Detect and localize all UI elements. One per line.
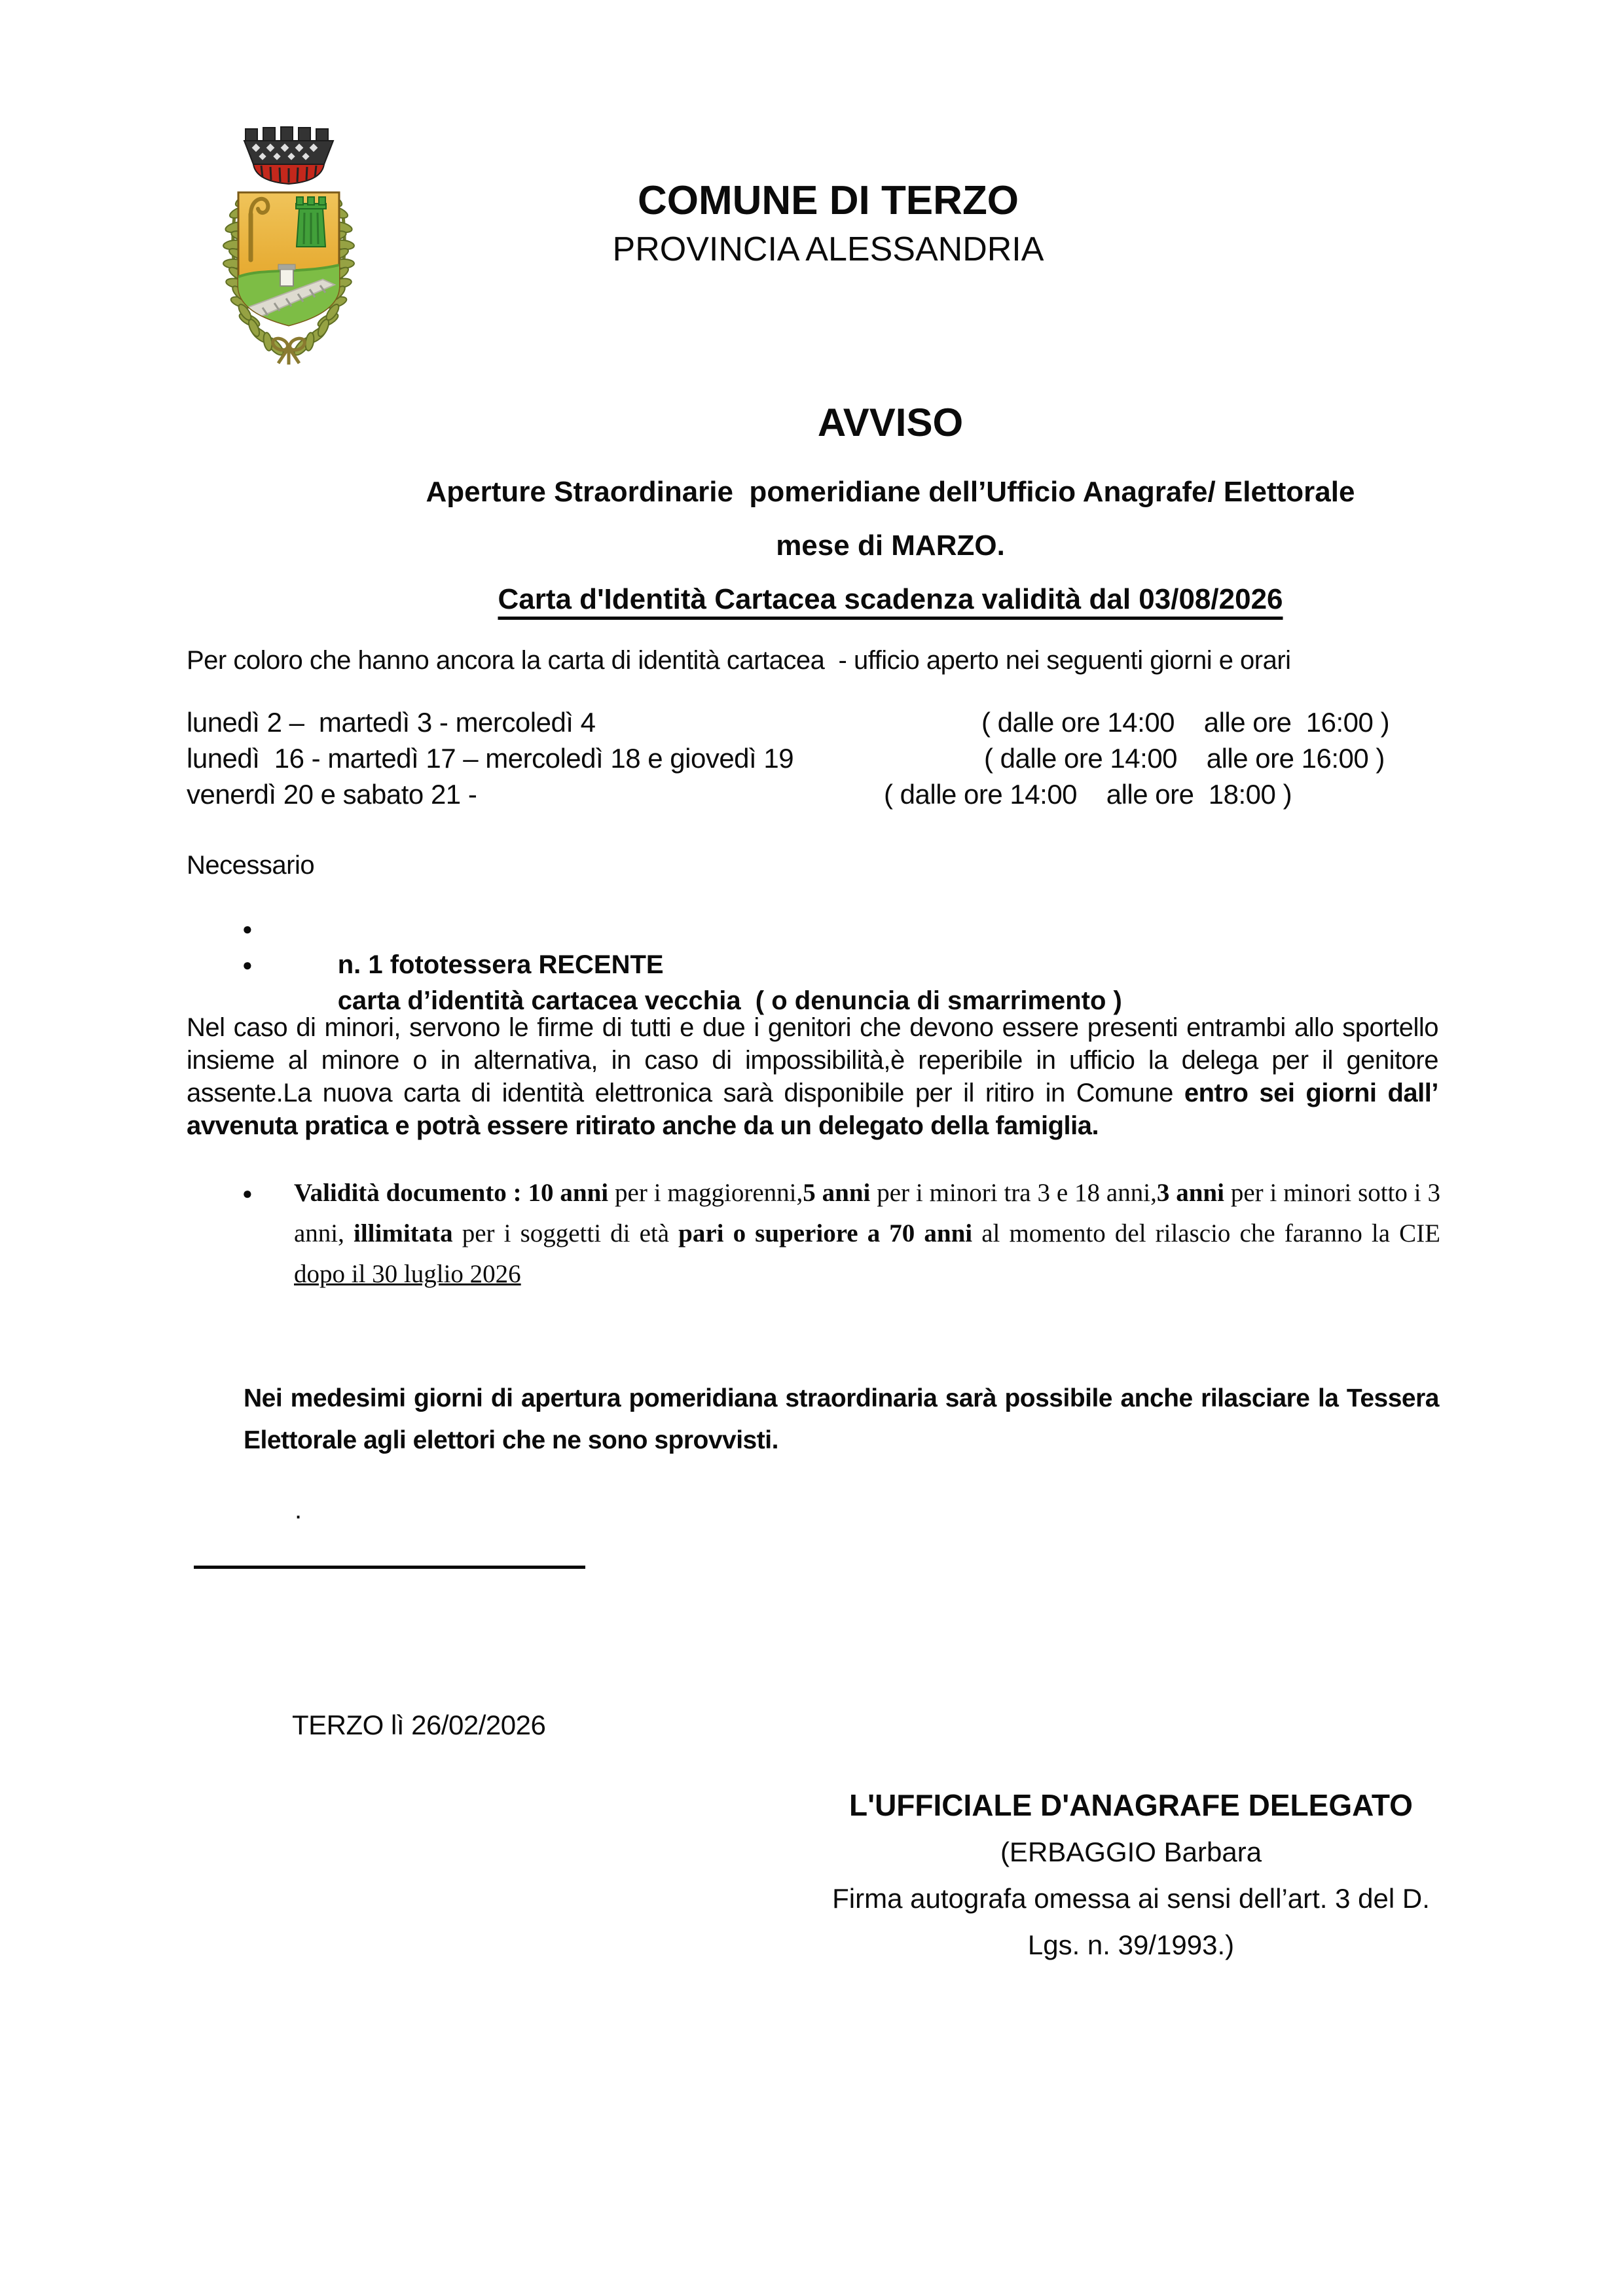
intro-paragraph: Per coloro che hanno ancora la carta di identità cartacea - ufficio aperto nei seguenti giorni e orari (187, 646, 1291, 675)
notice-subtitle-openings: Aperture Straordinarie pomeridiane dell’Ufficio Anagrafe/ Elettorale (426, 476, 1355, 508)
document-header (419, 178, 1237, 270)
schedule-row (187, 776, 1529, 812)
municipality-title: COMUNE DI TERZO (637, 178, 1019, 223)
electoral-card-paragraph: Nei medesimi giorni di apertura pomeridiana straordinaria sarà possibile anche rilasciare la Tessera Elettorale agli elettori che ne sono sprovvisti. (244, 1384, 1439, 1454)
bullet-icon: ● (242, 1183, 253, 1203)
sign-off-block (658, 1782, 1604, 1968)
schedule-days: venerdì 20 e sabato 21 - (187, 779, 477, 810)
notice-subtitle-month: mese di MARZO. (776, 529, 1005, 562)
province-subtitle: PROVINCIA ALESSANDRIA (612, 230, 1044, 268)
signature-line (194, 1566, 585, 1569)
signature-note-line2: Lgs. n. 39/1993.) (1027, 1929, 1235, 1960)
required-label: Necessario (187, 851, 315, 880)
validity-text: Validità documento : 10 anni per i maggiorenni,5 anni per i minori tra 3 e 18 anni,3 anni per i minori sotto i 3 anni, illimitata per i soggetti di età pari o superiore a 70 anni al momento del rilascio che faranno la CIE dopo il 30 luglio 2026 (294, 1179, 1441, 1288)
notice-subtitle-id-card: Carta d'Identità Cartacea scadenza validità dal 03/08/2026 (498, 583, 1283, 615)
signer-name: (ERBAGGIO Barbara (1000, 1837, 1262, 1867)
signature-note-line1: Firma autografa omessa ai sensi dell’art. 3 del D. (832, 1883, 1430, 1914)
required-items-list (187, 911, 1463, 1015)
schedule-row (187, 704, 1529, 740)
validity-item (187, 1173, 1440, 1295)
schedule-hours: ( dalle ore 14:00 alle ore 16:00 ) (981, 707, 1390, 738)
notice-heading-block (187, 401, 1594, 618)
opening-schedule (187, 704, 1529, 812)
schedule-days: lunedì 2 – martedì 3 - mercoledì 4 (187, 707, 596, 738)
bullet-icon: ● (242, 955, 253, 975)
place-date: TERZO lì 26/02/2026 (292, 1710, 546, 1740)
list-item: ● n. 1 fototessera RECENTE (187, 911, 1463, 947)
municipal-coat-of-arms-image (213, 121, 367, 367)
signer-role: L'UFFICIALE D'ANAGRAFE DELEGATO (849, 1788, 1413, 1822)
schedule-days: lunedì 16 - martedì 17 – mercoledì 18 e giovedì 19 (187, 743, 794, 774)
notice-title: AVVISO (817, 401, 964, 444)
schedule-hours: ( dalle ore 14:00 alle ore 18:00 ) (884, 779, 1292, 810)
minors-paragraph: Nel caso di minori, servono le firme di tutti e due i genitori che devono essere presenti entrambi allo sportello insieme al minore o in alternativa, in caso di impossibilità,è reperibile in ufficio la delega per il genitore assente.La nuova carta di identità elettronica sarà disponibile per il ritiro in Comune entro sei giorni dall’ avvenuta pratica e potrà essere ritirato anche da un delegato della famiglia. (187, 1013, 1438, 1140)
bullet-icon: ● (242, 919, 253, 939)
schedule-hours: ( dalle ore 14:00 alle ore 16:00 ) (984, 743, 1385, 774)
schedule-row (187, 740, 1529, 776)
list-item: ● carta d’identità cartacea vecchia ( o denuncia di smarrimento ) (187, 947, 1463, 983)
stray-period: . (295, 1496, 302, 1524)
